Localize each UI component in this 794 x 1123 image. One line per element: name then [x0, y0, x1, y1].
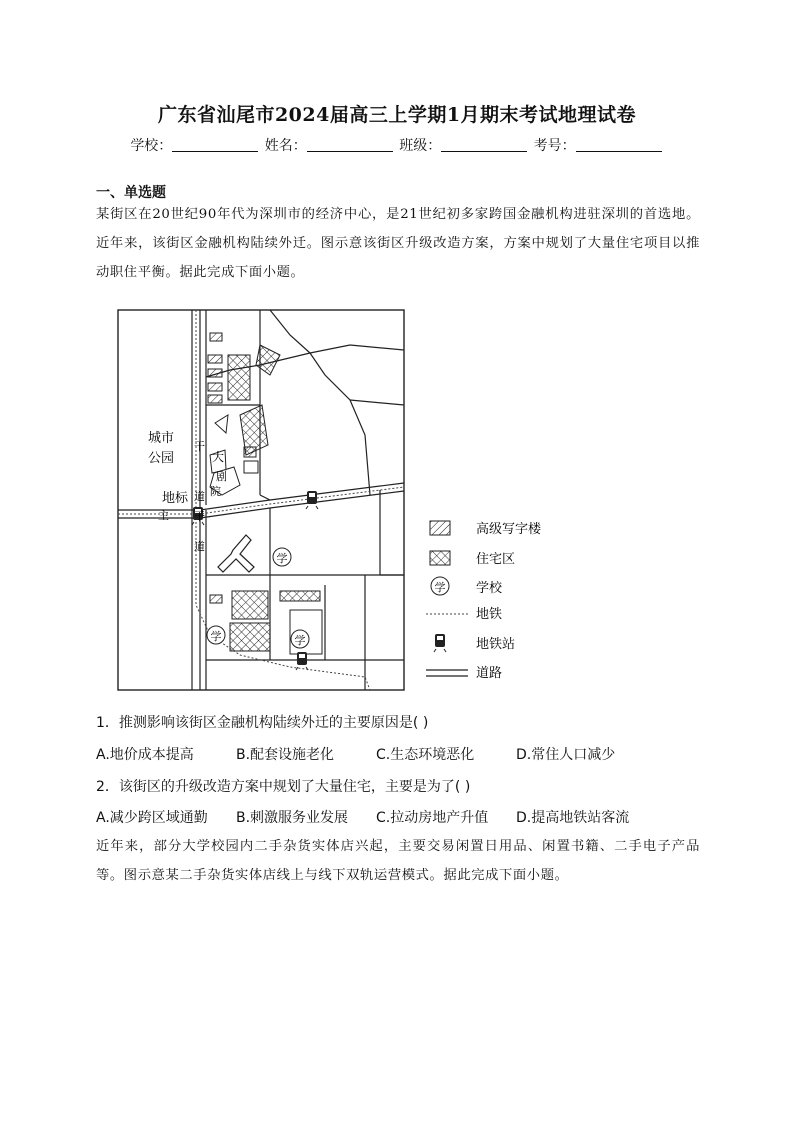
school-blank[interactable]: [172, 137, 258, 152]
theater-label-1: 大: [212, 450, 225, 464]
svg-text:学: 学: [210, 630, 222, 643]
road-label: 道: [194, 540, 205, 553]
q2-option-c[interactable]: C.拉动房地产升值: [376, 810, 489, 826]
map-legend: [426, 521, 542, 681]
class-label: 班级：: [399, 138, 442, 154]
q1-option-a[interactable]: A.地价成本提高: [96, 747, 194, 763]
question-2-options: [96, 807, 629, 827]
park-label-2: 公园: [148, 451, 175, 466]
q1-option-b[interactable]: B.配套设施老化: [236, 747, 335, 763]
passage-2: 近年来，部分大学校园内二手杂货实体店兴起，主要交易闲置日用品、闲置书籍、二手电子产品等。图示意某二手杂货实体店线上与线下双轨运营模式。据此完成下面小题。: [96, 839, 700, 883]
road-label: 主: [158, 509, 169, 522]
svg-text:住宅区: 住宅区: [476, 552, 516, 567]
question-1-stem: 1．推测影响该街区金融机构陆续外迁的主要原因是( ): [96, 715, 429, 731]
svg-text:道路: 道路: [476, 666, 503, 681]
park-label-1: 城市: [148, 431, 175, 446]
landmark-label: 地标: [162, 491, 189, 506]
svg-text:高级写字楼: 高级写字楼: [476, 522, 542, 537]
passage-1: 某街区在20世纪90年代为深圳市的经济中心，是21世纪初多家跨国金融机构进驻深圳的首选地。近年来，该街区金融机构陆续外迁。图示意该街区升级改造方案，方案中规划了大量住宅项目以推动职住平衡。据此完成下面小题。: [96, 207, 700, 280]
road-label: 道: [194, 490, 205, 503]
school-icon: [273, 548, 291, 566]
school-icon: [291, 630, 309, 648]
page-title: 广东省汕尾市2024届高三上学期1月期末考试地理试卷: [157, 104, 637, 126]
theater-label-3: 院: [210, 485, 221, 498]
q2-option-b[interactable]: B.刺激服务业发展: [236, 810, 349, 826]
district-map: [110, 305, 550, 700]
svg-text:学: 学: [294, 634, 306, 647]
q1-option-d[interactable]: D.常住人口减少: [516, 747, 616, 763]
svg-text:地铁站: 地铁站: [476, 637, 516, 652]
number-label: 考号：: [533, 138, 576, 154]
svg-text:学: 学: [434, 581, 446, 594]
svg-text:地铁: 地铁: [476, 607, 503, 622]
school-icon: [207, 626, 225, 644]
section-heading: 一、单选题: [96, 185, 166, 201]
theater-label-2: 剧: [216, 470, 227, 483]
student-info-line: [0, 135, 794, 155]
road-label: 干: [194, 510, 205, 523]
school-label: 学校：: [130, 138, 173, 154]
svg-text:学校: 学校: [476, 581, 503, 596]
q2-option-a[interactable]: A.减少跨区域通勤: [96, 810, 208, 826]
q1-option-c[interactable]: C.生态环境恶化: [376, 747, 475, 763]
number-blank[interactable]: [576, 137, 662, 152]
class-blank[interactable]: [441, 137, 527, 152]
name-label: 姓名：: [264, 138, 307, 154]
question-1-options: [96, 744, 615, 764]
name-blank[interactable]: [307, 137, 393, 152]
road-label: 干: [194, 440, 205, 453]
q2-option-d[interactable]: D.提高地铁站客流: [516, 810, 630, 826]
svg-text:学: 学: [276, 552, 288, 565]
question-2-stem: 2．该街区的升级改造方案中规划了大量住宅，主要是为了( ): [96, 779, 471, 795]
